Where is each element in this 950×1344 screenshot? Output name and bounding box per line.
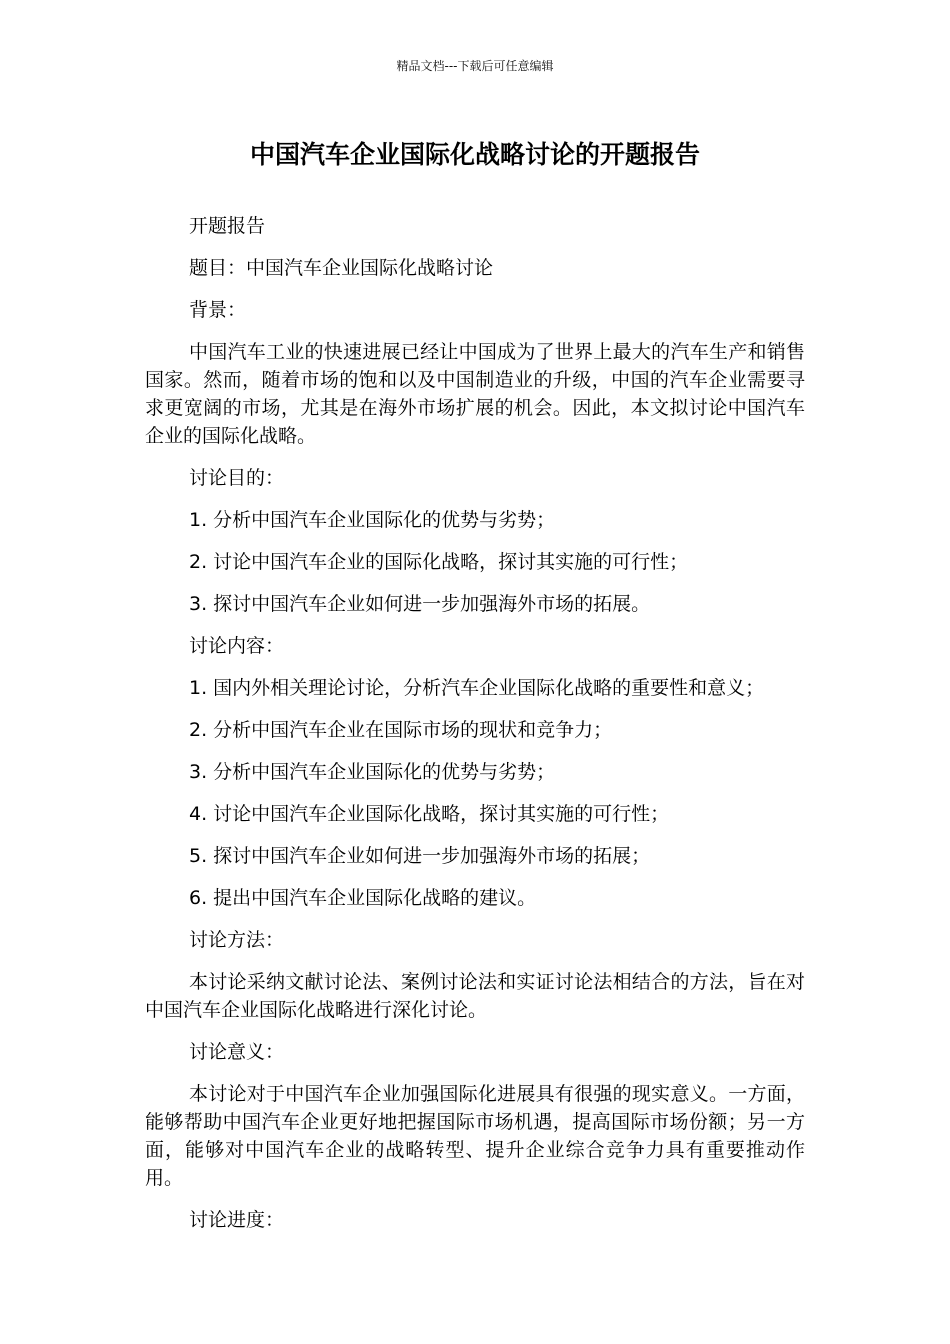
paragraph-background: 中国汽车工业的快速进展已经让中国成为了世界上最大的汽车生产和销售国家。然而，随着市场的饱和以及中国制造业的升级，中国的汽车企业需要寻求更宽阔的市场，尤其是在海外市场扩展的机会。因此，本文拟讨论中国汽车企业的国际化战略。 (145, 341, 805, 447)
paragraph-topic: 题目：中国汽车企业国际化战略讨论 (189, 257, 494, 279)
list-item: 1. 分析中国汽车企业国际化的优势与劣势； (189, 509, 556, 531)
paragraph-significance-heading: 讨论意义： (189, 1041, 285, 1063)
paragraph-schedule-heading: 讨论进度： (189, 1209, 285, 1231)
list-item: 2. 分析中国汽车企业在国际市场的现状和竞争力； (189, 719, 613, 741)
document-body (145, 212, 805, 1248)
paragraph-method-heading: 讨论方法： (189, 929, 285, 951)
list-item: 6. 提出中国汽车企业国际化战略的建议。 (189, 887, 537, 909)
list-item: 1. 国内外相关理论讨论，分析汽车企业国际化战略的重要性和意义； (189, 677, 765, 699)
paragraph-purpose-heading: 讨论目的： (189, 467, 285, 489)
list-item: 5. 探讨中国汽车企业如何进一步加强海外市场的拓展； (189, 845, 651, 867)
list-item: 3. 探讨中国汽车企业如何进一步加强海外市场的拓展。 (189, 593, 651, 615)
document-title: 中国汽车企业国际化战略讨论的开题报告 (249, 140, 700, 169)
list-item: 3. 分析中国汽车企业国际化的优势与劣势； (189, 761, 556, 783)
paragraph-method: 本讨论采纳文献讨论法、案例讨论法和实证讨论法相结合的方法，旨在对中国汽车企业国际化战略进行深化讨论。 (145, 971, 805, 1021)
paragraph-content-heading: 讨论内容： (189, 635, 285, 657)
list-item: 2. 讨论中国汽车企业的国际化战略，探讨其实施的可行性； (189, 551, 689, 573)
paragraph-report-label: 开题报告 (189, 215, 266, 237)
list-item: 4. 讨论中国汽车企业国际化战略，探讨其实施的可行性； (189, 803, 670, 825)
paragraph-significance: 本讨论对于中国汽车企业加强国际化进展具有很强的现实意义。一方面，能够帮助中国汽车企业更好地把握国际市场机遇，提高国际市场份额；另一方面，能够对中国汽车企业的战略转型、提升企业综合竞争力具有重要推动作用。 (145, 1083, 805, 1189)
paragraph-background-heading: 背景： (189, 299, 247, 321)
header-note: 精品文档---下载后可任意编辑 (396, 59, 554, 73)
